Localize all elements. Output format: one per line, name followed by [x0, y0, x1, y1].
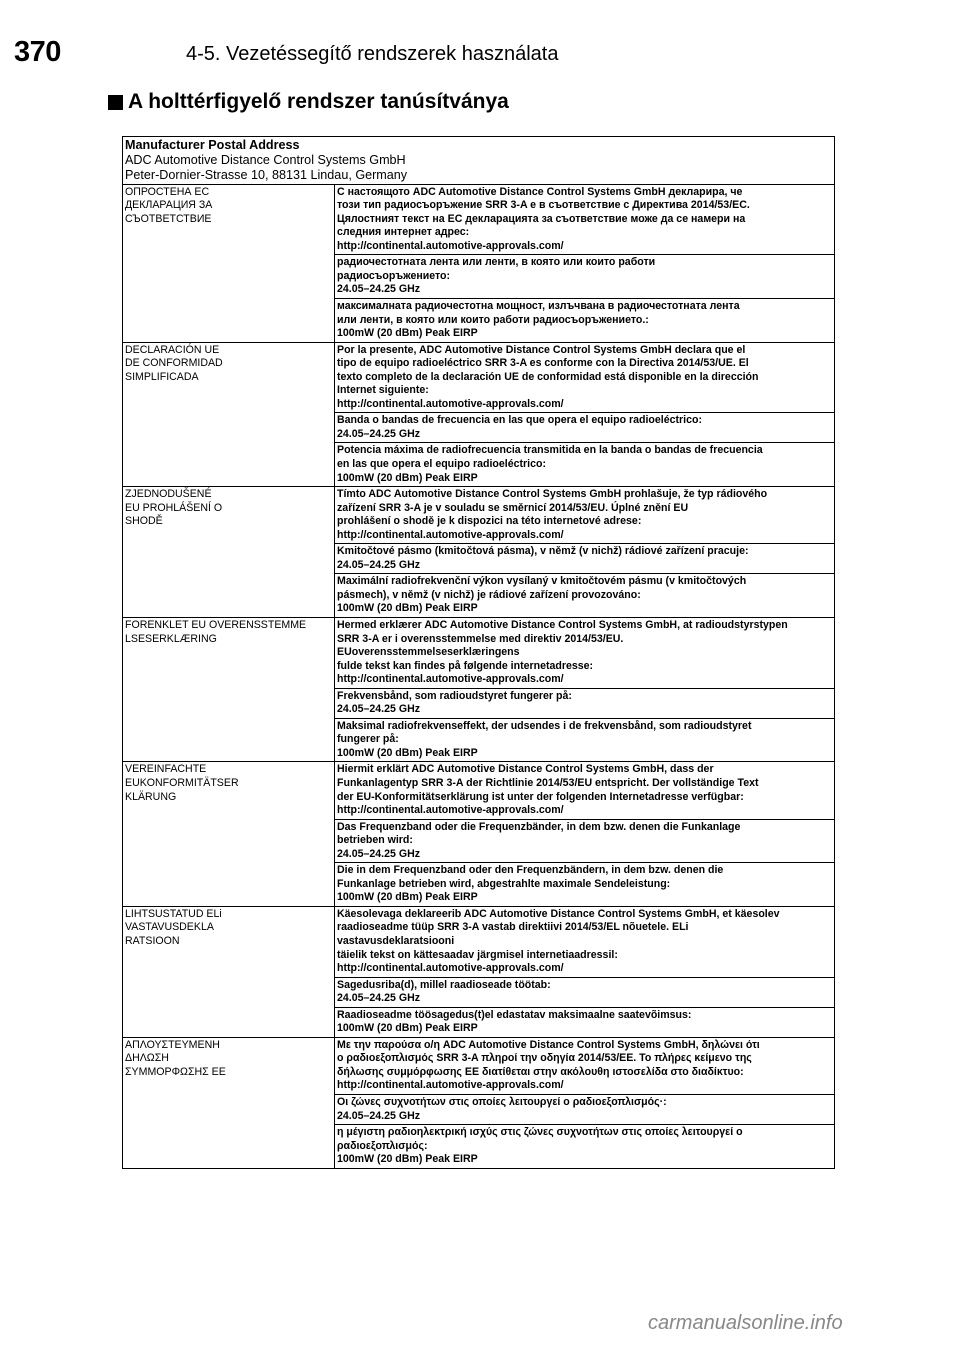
declaration-statement-line: С настоящото ADC Automotive Distance Control Systems GmbH декларира, че [337, 185, 743, 198]
declaration-statement-line: Käesolevaga deklareerib ADC Automotive Distance Control Systems GmbH, et käesolev [337, 907, 780, 920]
declaration-power-line: 100mW (20 dBm) Peak EIRP [337, 746, 478, 759]
declaration-statement-line: Με την παρούσα ο/η ADC Automotive Distance Control Systems GmbH, δηλώνει ότι [337, 1038, 760, 1051]
declaration-statement-line: този тип радиосъоръжение SRR 3-A е в съответствие с Директива 2014/53/EC. [337, 199, 750, 212]
declaration-band-line: 24.05–24.25 GHz [337, 558, 421, 571]
declaration-statement-line: raadioseadme tüüp SRR 3-A vastab direktiivi 2014/53/EL nõuetele. ELi [337, 921, 689, 934]
declaration-statement-line: http://continental.automotive-approvals.com/ [337, 804, 564, 817]
declaration-language-cell [123, 184, 335, 342]
declaration-row [123, 762, 835, 819]
declaration-row [123, 906, 835, 977]
declaration-statement-line: Funkanlagentyp SRR 3-A der Richtlinie 2014/53/EU entspricht. Der vollständige Text [337, 777, 759, 789]
declaration-statement-line: Hiermit erklärt ADC Automotive Distance Control Systems GmbH, dass der [337, 763, 714, 776]
declaration-language-cell [123, 342, 335, 486]
declaration-statement-cell [335, 487, 835, 544]
declaration-language-line: KLÄRUNG [125, 790, 177, 803]
declaration-statement-line: SRR 3-A er i overensstemmelse med direktiv 2014/53/EU. [337, 632, 624, 645]
declaration-power-line: fungerer på: [337, 733, 399, 746]
declaration-statement-line: Internet siguiente: [337, 384, 429, 397]
declaration-language-cell [123, 1037, 335, 1168]
declaration-statement-line: vastavusdeklaratsiooni [337, 935, 455, 948]
declaration-power-cell [335, 574, 835, 618]
manufacturer-address: Peter-Dornier-Strasse 10, 88131 Lindau, Germany [125, 167, 408, 182]
declaration-band-line: Frekvensbånd, som radioudstyret fungerer på: [337, 689, 572, 702]
declaration-band-line: Banda o bandas de frecuencia en las que opera el equipo radioeléctrico: [337, 414, 702, 427]
declaration-statement-line: http://continental.automotive-approvals.com/ [337, 673, 564, 686]
declaration-statement-cell [335, 184, 835, 255]
declaration-band-cell [335, 819, 835, 863]
declaration-statement-line: http://continental.automotive-approvals.com/ [337, 962, 564, 975]
declaration-language-line: СЪОТВЕТСТВИЕ [125, 212, 212, 225]
declaration-row [123, 342, 835, 413]
declaration-power-cell [335, 1125, 835, 1169]
declaration-language-line: VEREINFACHTE [125, 763, 207, 776]
declaration-band-cell [335, 1095, 835, 1125]
declaration-statement-line: http://continental.automotive-approvals.com/ [337, 397, 564, 410]
declaration-power-cell [335, 863, 835, 907]
declaration-statement-line: texto completo de la declaración UE de conformidad está disponible en la dirección [337, 370, 759, 383]
declaration-language-line: ДЕКЛАРАЦИЯ ЗА [125, 199, 213, 212]
declaration-language-cell [123, 906, 335, 1037]
declaration-language-line: EU PROHLÁŠENÍ O [125, 501, 223, 514]
manufacturer-company: ADC Automotive Distance Control Systems GmbH [125, 152, 406, 167]
declaration-band-line: 24.05–24.25 GHz [337, 992, 421, 1005]
declaration-language-line: RATSIOON [125, 935, 180, 948]
declaration-power-line: 100mW (20 dBm) Peak EIRP [337, 327, 478, 340]
declaration-statement-line: http://continental.automotive-approvals.com/ [337, 528, 564, 541]
declaration-band-cell [335, 413, 835, 443]
declaration-power-line: 100mW (20 dBm) Peak EIRP [337, 1022, 478, 1035]
declaration-power-line: en las que opera el equipo radioeléctrico: [337, 457, 546, 470]
section-title: 4-5. Vezetéssegítő rendszerek használata [186, 43, 559, 65]
declaration-language-line: DE CONFORMIDAD [125, 357, 223, 370]
declaration-power-cell [335, 443, 835, 487]
declaration-power-line: или ленти, в която или които работи радиосъоръжението.: [337, 313, 649, 326]
declaration-language-line: ОПРОСТЕНА ЕС [125, 185, 210, 198]
declaration-band-cell [335, 544, 835, 574]
declaration-power-cell [335, 718, 835, 762]
declaration-statement-line: der EU-Konformitätserklärung ist unter der folgenden Internetadresse verfügbar: [337, 790, 744, 803]
declaration-language-line: SHODĚ [125, 515, 163, 528]
declaration-band-cell [335, 688, 835, 718]
declaration-row [123, 617, 835, 688]
declaration-band-line: betrieben wird: [337, 834, 413, 847]
manufacturer-cell [123, 137, 835, 185]
declaration-power-cell [335, 1007, 835, 1037]
declaration-language-cell [123, 617, 335, 761]
declaration-band-line: 24.05–24.25 GHz [337, 847, 421, 860]
declaration-statement-line: Por la presente, ADC Automotive Distance Control Systems GmbH declara que el [337, 343, 746, 356]
declaration-statement-line: http://continental.automotive-approvals.com/ [337, 1079, 564, 1092]
declaration-band-line: 24.05–24.25 GHz [337, 703, 421, 716]
declaration-language-line: FORENKLET EU OVERENSSTEMME [125, 618, 307, 631]
declaration-power-line: 100mW (20 dBm) Peak EIRP [337, 471, 478, 484]
declaration-power-line: Funkanlage betrieben wird, abgestrahlte maximale Sendeleistung: [337, 877, 671, 890]
declaration-statement-line: prohlášení o shodě je k dispozici na této internetové adrese: [337, 515, 642, 528]
declaration-power-line: 100mW (20 dBm) Peak EIRP [337, 891, 478, 904]
declaration-row [123, 487, 835, 544]
filled-square-icon [108, 95, 123, 110]
declaration-statement-cell [335, 342, 835, 413]
declaration-power-line: ραδιοεξοπλισμός: [337, 1139, 428, 1152]
declaration-power-line: pásmech), v němž (v nichž) je rádiové zařízení provozováno: [337, 588, 641, 601]
certificate-table [122, 136, 835, 1169]
declaration-statement-line: http://continental.automotive-approvals.com/ [337, 239, 564, 252]
declaration-language-line: EUKONFORMITÄTSER [125, 777, 239, 789]
declaration-statement-cell [335, 906, 835, 977]
declaration-statement-cell [335, 617, 835, 688]
declaration-power-line: Maksimal radiofrekvenseffekt, der udsendes i de frekvensbånd, som radioudstyret [337, 719, 752, 732]
manufacturer-label: Manufacturer Postal Address [125, 138, 300, 152]
declaration-statement-line: Цялостният текст на ЕС декларацията за съответствие може да се намери на [337, 212, 746, 225]
declaration-band-line: Οι ζώνες συχνοτήτων στις οποίες λειτουργεί ο ραδιοεξοπλισμός·: [337, 1096, 667, 1109]
declaration-language-line: DECLARACIÓN UE [125, 343, 220, 356]
declaration-row [123, 1037, 835, 1094]
heading-text: A holttérfigyelő rendszer tanúsítványa [128, 90, 509, 113]
declaration-statement-cell [335, 1037, 835, 1094]
declaration-statement-line: EUoverensstemmelseserklæringens [337, 646, 520, 659]
declaration-power-line: η μέγιστη ραδιοηλεκτρική ισχύς στις ζώνες συχνοτήτων στις οποίες λειτουργεί ο [337, 1126, 743, 1139]
declaration-statement-line: Hermed erklærer ADC Automotive Distance Control Systems GmbH, at radioudstyrstypen [337, 618, 788, 631]
declaration-statement-line: fulde tekst kan findes på følgende internetadresse: [337, 659, 594, 672]
declaration-language-line: LIHTSUSTATUD ELi [125, 907, 222, 920]
declaration-power-line: Potencia máxima de radiofrecuencia transmitida en la banda o bandas de frecuencia [337, 444, 763, 457]
declaration-language-line: ΑΠΛΟΥΣΤΕΥΜΕΝΗ [125, 1038, 220, 1051]
declaration-language-line: LSESERKLÆRING [125, 632, 217, 645]
declaration-statement-line: täielik tekst on kättesaadav järgmisel internetiaadressil: [337, 948, 618, 961]
declaration-band-line: 24.05–24.25 GHz [337, 1109, 421, 1122]
declaration-power-line: 100mW (20 dBm) Peak EIRP [337, 1153, 478, 1166]
declaration-power-line: 100mW (20 dBm) Peak EIRP [337, 602, 478, 615]
declaration-row [123, 184, 835, 255]
declaration-band-cell [335, 255, 835, 299]
declaration-statement-line: zařízení SRR 3-A je v souladu se směrnicí 2014/53/EU. Úplné znění EU [337, 501, 689, 514]
declaration-band-line: Sagedusriba(d), millel raadioseade töötab: [337, 978, 551, 991]
declaration-band-cell [335, 977, 835, 1007]
declaration-band-line: 24.05–24.25 GHz [337, 427, 421, 440]
declaration-language-cell [123, 487, 335, 618]
declaration-band-line: радиосъоръжението: [337, 269, 451, 282]
manufacturer-row [123, 137, 835, 185]
declaration-language-line: VASTAVUSDEKLA [125, 921, 214, 934]
declaration-power-line: максималната радиочестотна мощност, излъчвана в радиочестотната лента [337, 299, 740, 312]
declaration-statement-line: следния интернет адрес: [337, 226, 470, 239]
declaration-language-line: SIMPLIFICADA [125, 370, 199, 383]
declaration-band-line: Kmitočtové pásmo (kmitočtová pásma), v němž (v nichž) rádiové zařízení pracuje: [337, 545, 749, 558]
watermark: carmanualsonline.info [648, 1312, 843, 1334]
declaration-power-line: Die in dem Frequenzband oder den Frequenzbändern, in dem bzw. denen die [337, 864, 724, 877]
declaration-language-cell [123, 762, 335, 906]
declaration-language-line: ZJEDNODUŠENÉ [125, 488, 212, 501]
declaration-band-line: Das Frequenzband oder die Frequenzbänder, in dem bzw. denen die Funkanlage [337, 820, 741, 833]
declaration-statement-line: δήλωσης συμμόρφωσης ΕΕ διατίθεται στην ακόλουθη ιστοσελίδα στο διαδίκτυο: [337, 1065, 744, 1078]
declaration-statement-cell [335, 762, 835, 819]
declaration-language-line: ΔΗΛΩΣΗ [125, 1052, 169, 1065]
declaration-language-line: ΣΥΜΜΟΡΦΩΣΗΣ ΕΕ [125, 1065, 226, 1078]
declaration-power-line: Maximální radiofrekvenční výkon vysílaný v kmitočtovém pásmu (v kmitočtových [337, 575, 747, 588]
declaration-statement-line: ο ραδιοεξοπλισμός SRR 3-A πληροί την οδηγία 2014/53/ΕΕ. Το πλήρες κείμενο της [337, 1052, 752, 1065]
declaration-statement-line: tipo de equipo radioeléctrico SRR 3-A es conforme con la Directiva 2014/53/UE. El [337, 357, 749, 370]
declaration-band-line: 24.05–24.25 GHz [337, 283, 421, 296]
declaration-band-line: радиочестотната лента или ленти, в която или които работи [337, 256, 656, 269]
page-heading [108, 90, 509, 114]
declaration-statement-line: Tímto ADC Automotive Distance Control Systems GmbH prohlašuje, že typ rádiového [337, 488, 768, 501]
page-number: 370 [14, 36, 61, 68]
declaration-power-line: Raadioseadme töösagedus(t)el edastatav maksimaalne saatevõimsus: [337, 1008, 692, 1021]
declaration-power-cell [335, 298, 835, 342]
